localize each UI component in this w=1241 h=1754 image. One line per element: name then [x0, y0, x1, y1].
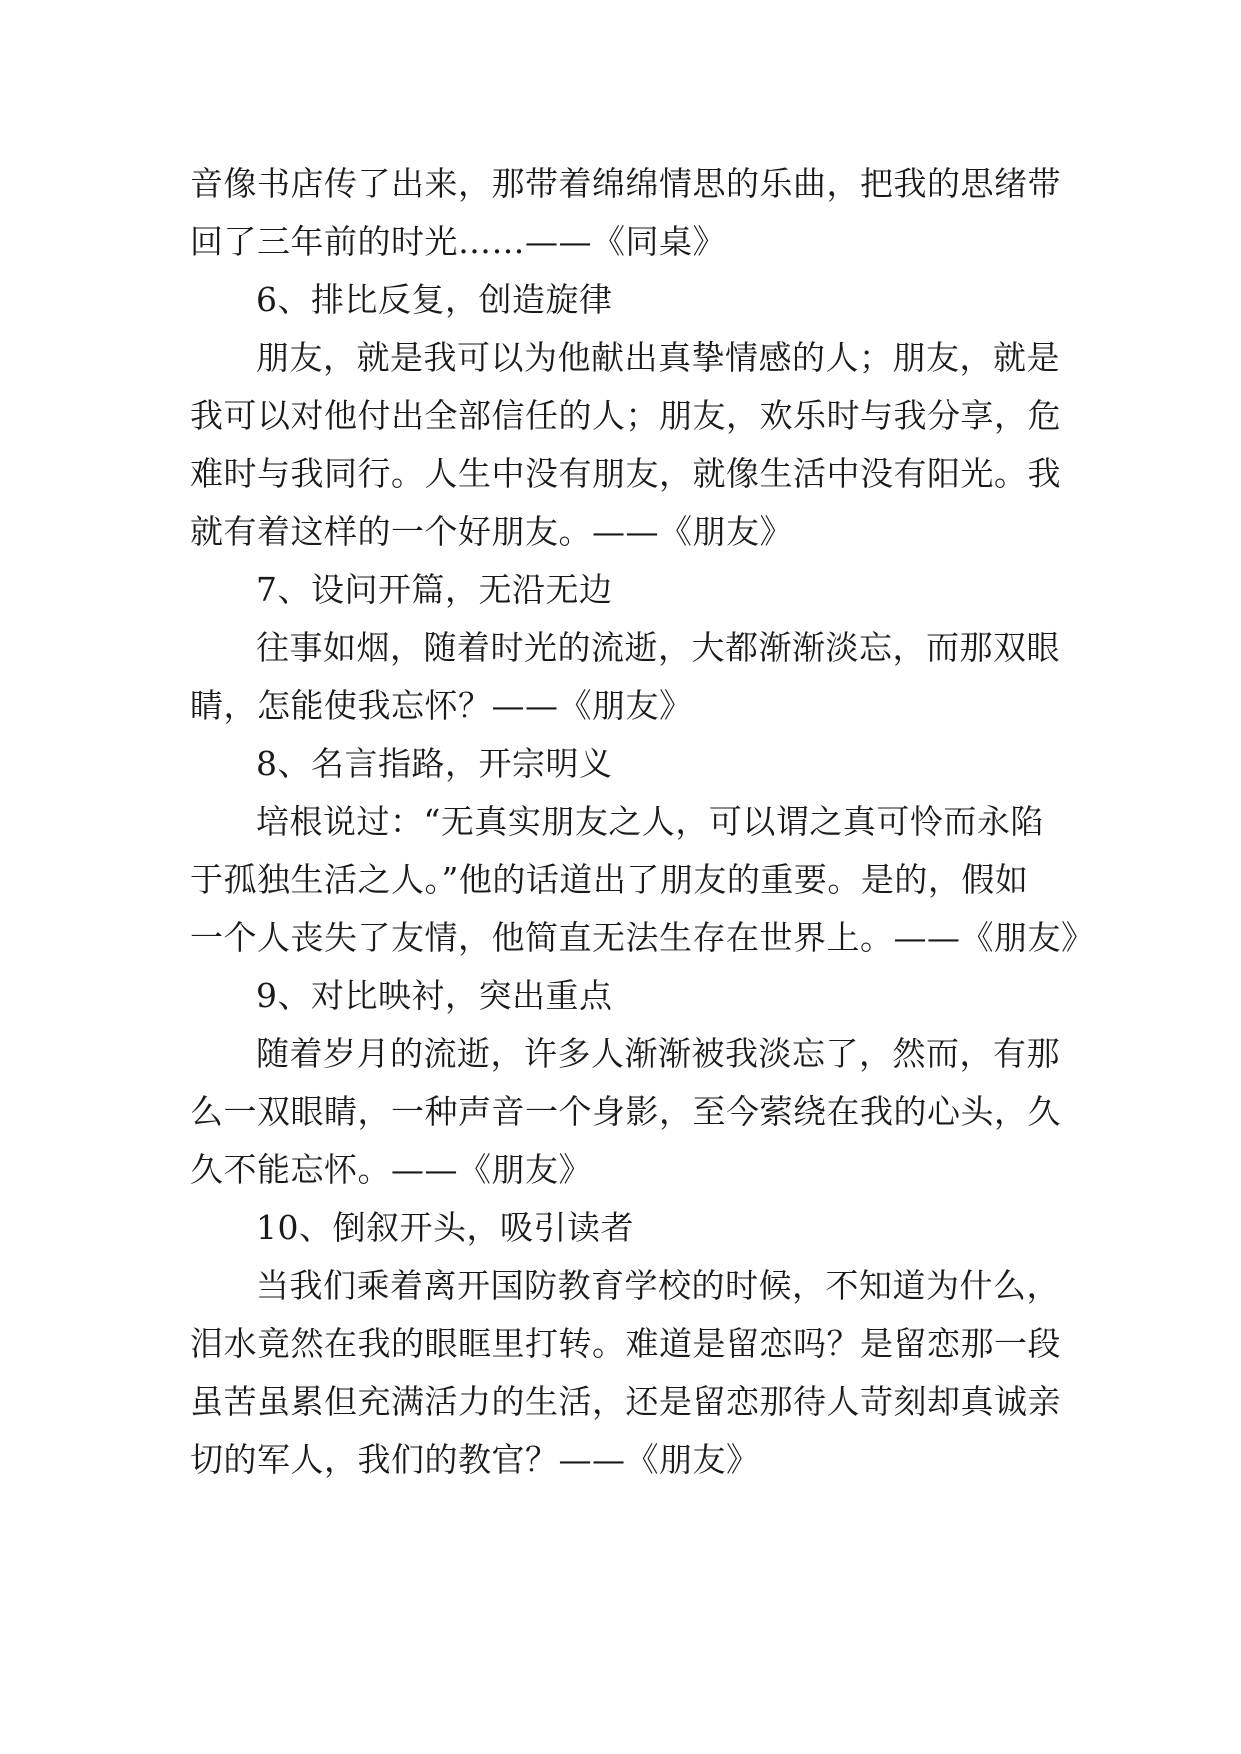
section-heading: 6、排比反复，创造旋律 — [256, 280, 613, 319]
text-line: 朋友，就是我可以为他献出真挚情感的人；朋友，就是 — [256, 338, 1060, 377]
text-line: 么一双眼睛，一种声音一个身影，至今萦绕在我的心头，久 — [190, 1092, 1061, 1131]
document-page — [190, 155, 1095, 1489]
text-line: 切的军人，我们的教官？——《朋友》 — [190, 1440, 760, 1479]
text-line: 就有着这样的一个好朋友。——《朋友》 — [190, 512, 793, 551]
text-line: 当我们乘着离开国防教育学校的时候，不知道为什么， — [256, 1266, 1060, 1305]
text-line: 随着岁月的流逝，许多人渐渐被我淡忘了，然而，有那 — [256, 1034, 1060, 1073]
text-line: 久不能忘怀。——《朋友》 — [190, 1150, 592, 1189]
text-line: 我可以对他付出全部信任的人；朋友，欢乐时与我分享，危 — [190, 396, 1061, 435]
text-line: 培根说过：“无真实朋友之人，可以谓之真可怜而永陷 — [256, 802, 1044, 841]
text-line: 虽苦虽累但充满活力的生活，还是留恋那待人苛刻却真诚亲 — [190, 1382, 1061, 1421]
section-heading: 9、对比映衬，突出重点 — [256, 976, 613, 1015]
text-line: 难时与我同行。人生中没有朋友，就像生活中没有阳光。我 — [190, 454, 1061, 493]
text-line: 回了三年前的时光……——《同桌》 — [190, 222, 726, 261]
text-line: 于孤独生活之人。”他的话道出了朋友的重要。是的，假如 — [190, 860, 1029, 899]
section-heading: 10、倒叙开头，吸引读者 — [256, 1208, 634, 1247]
text-line: 音像书店传了出来，那带着绵绵情思的乐曲，把我的思绪带 — [190, 164, 1061, 203]
text-line: 睛，怎能使我忘怀？——《朋友》 — [190, 686, 693, 725]
text-line: 一个人丧失了友情，他简直无法生存在世界上。——《朋友》 — [190, 918, 1095, 957]
text-line: 往事如烟，随着时光的流逝，大都渐渐淡忘，而那双眼 — [256, 628, 1060, 667]
text-line: 泪水竟然在我的眼眶里打转。难道是留恋吗？是留恋那一段 — [190, 1324, 1061, 1363]
section-heading: 8、名言指路，开宗明义 — [256, 744, 613, 783]
section-heading: 7、设问开篇，无沿无边 — [256, 570, 613, 609]
